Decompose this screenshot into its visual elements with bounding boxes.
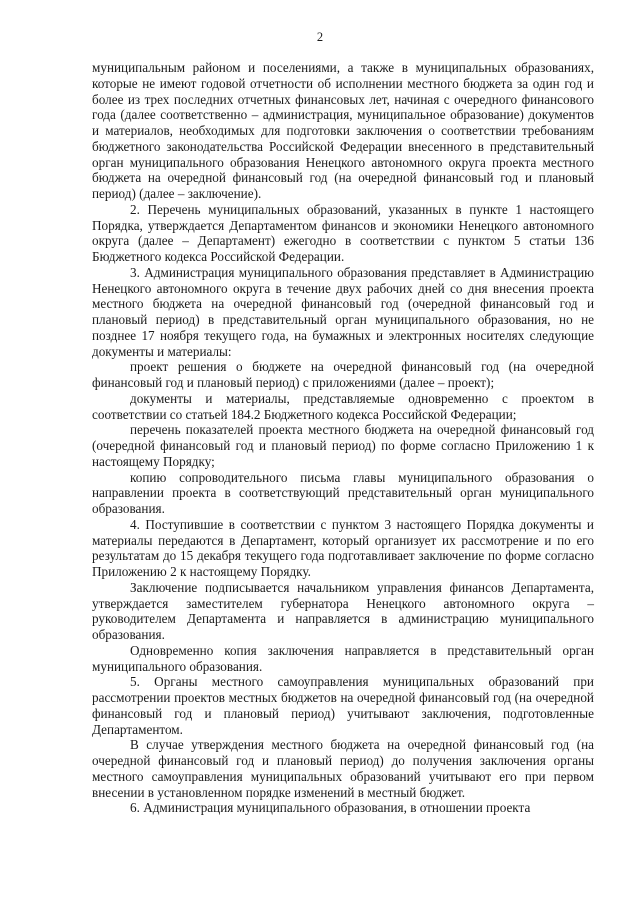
document-body [92, 60, 594, 816]
paragraph-4: 4. Поступившие в соответствии с пунктом 3 настоящего Порядка документы и материалы передаются в Департамент, который организует их рассмотрение и по его результатам до 15 декабря текущего года подготавливает заключение по форме согласно Приложению 2 к настоящему Порядку. [92, 516, 594, 579]
paragraph-6-start: 6. Администрация муниципального образования, в отношении проекта [130, 800, 531, 816]
paragraph-1-continuation: муниципальным районом и поселениями, а также в муниципальных образованиях, которые не имеют годовой отчетности об исполнении местного бюджета за один год и более из трех последних отчетных финансовых лет, начиная с очередного финансового года (далее соответственно – администрация, муниципальное образование) документов и материалов, необходимых для подготовки заключения о соответствии требованиям бюджетного законодательства Российской Федерации внесенного в представительный орган муниципального образования Ненецкого автономного округа проекта местного бюджета на очередной финансовый год (на очередной финансовый год и плановый период) (далее – заключение). [92, 60, 594, 201]
paragraph-5: 5. Органы местного самоуправления муниципальных образований при рассмотрении проектов местных бюджетов на очередной финансовый год (на очередной финансовый год и плановый период) учитывают заключения, подготовленные Департаментом. [92, 674, 594, 737]
paragraph-3-item-documents: документы и материалы, представляемые одновременно с проектом в соответствии со статьей 184.2 Бюджетного кодекса Российской Федерации; [92, 390, 594, 422]
page-number: 2 [316, 30, 324, 44]
paragraph-4-copy: Одновременно копия заключения направляется в представительный орган муниципального образования. [92, 642, 594, 674]
paragraph-3-item-cover-letter: копию сопроводительного письма главы муниципального образования о направлении проекта в соответствующий представительный орган муниципального образования. [92, 469, 594, 516]
paragraph-4-signing: Заключение подписывается начальником управления финансов Департамента, утверждается заместителем губернатора Ненецкого автономного округа – руководителем Департамента и направляется в администрацию муниципального образования. [92, 579, 594, 642]
paragraph-2: 2. Перечень муниципальных образований, указанных в пункте 1 настоящего Порядка, утверждается Департаментом финансов и экономики Ненецкого автономного округа (далее – Департамент) ежегодно в соответствии с пунктом 5 статьи 136 Бюджетного кодекса Российской Федерации. [92, 201, 594, 264]
paragraph-3: 3. Администрация муниципального образования представляет в Администрацию Ненецкого автономного округа в течение двух рабочих дней со дня внесения проекта местного бюджета на очередной финансовый год (очередной финансовый год и плановый период) в представительный орган муниципального образования, но не позднее 17 ноября текущего года, на бумажных и электронных носителях следующие документы и материалы: [92, 264, 594, 359]
paragraph-5-approval-case: В случае утверждения местного бюджета на очередной финансовый год (на очередной финансовый год и плановый период) до получения заключения органы местного самоуправления муниципальных образований учитывают его при первом внесении в установленном порядке изменений в местный бюджет. [92, 737, 594, 800]
paragraph-3-item-indicators-list: перечень показателей проекта местного бюджета на очередной финансовый год (очередной финансовый год и плановый период) по форме согласно Приложению 1 к настоящему Порядку; [92, 422, 594, 469]
paragraph-3-item-draft-decision: проект решения о бюджете на очередной финансовый год (на очередной финансовый год и плановый период) с приложениями (далее – проект); [92, 359, 594, 390]
